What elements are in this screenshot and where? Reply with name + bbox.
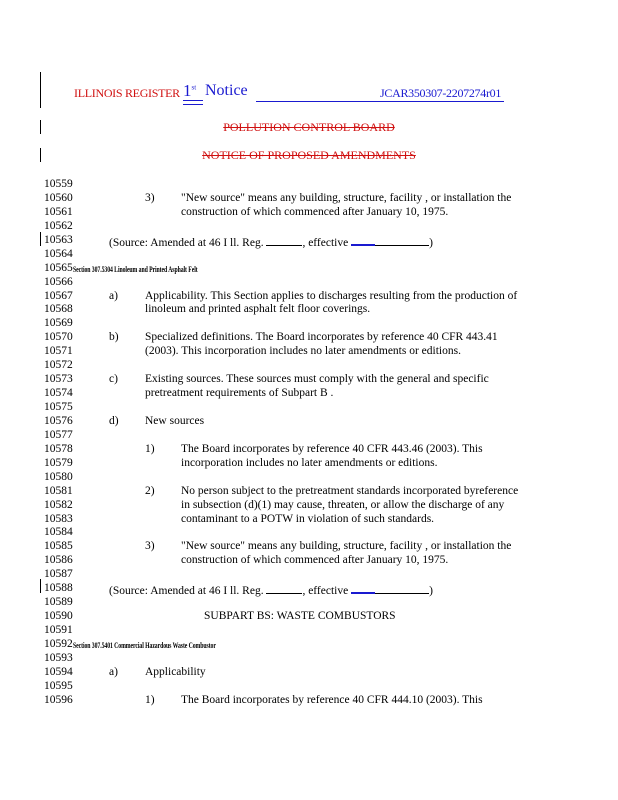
document-line [44,554,604,568]
document-line [44,499,604,513]
line-number: 10567 [44,289,73,302]
document-line [44,638,604,652]
document-line [44,248,604,262]
line-text: No person subject to the pretreatment standards incorporated byreference [181,484,519,497]
source-note-effective: , effective [302,585,352,598]
document-line [44,429,604,443]
register-title: ILLINOIS REGISTER [74,86,180,100]
line-number: 10589 [44,596,73,609]
line-text: incorporation includes no later amendments or editions. [181,456,438,469]
source-note-text: (Source: Amended at 46 I ll. Reg. [109,236,267,249]
line-text: Existing sources. These sources must comply with the general and specific [145,373,489,386]
change-bar [40,232,41,246]
document-line [44,526,604,540]
document-line [44,568,604,582]
line-text: New sources [145,414,205,427]
item-label: 1) [145,693,155,706]
document-line [44,513,604,527]
register-blank [266,235,302,246]
document-line [44,485,604,499]
line-number: 10570 [44,331,73,344]
item-label: 2) [145,484,155,497]
line-number: 10559 [44,178,73,190]
line-number: 10575 [44,401,73,413]
document-line [44,387,604,401]
line-text: (2003). This incorporation includes no later amendments or editions. [145,345,461,358]
line-number: 10561 [44,205,73,218]
document-line [44,276,604,290]
effective-blank-inserted [351,582,375,594]
line-number: 10590 [44,610,73,623]
document-line [44,596,604,610]
line-number: 10586 [44,554,73,567]
change-bar [40,72,41,108]
line-number: 10578 [44,442,73,455]
line-text: in subsection (d)(1) may cause, threaten, or allow the discharge of any [181,498,505,511]
line-number: 10560 [44,191,73,204]
line-text: linoleum and printed asphalt felt floor coverings. [145,303,371,316]
document-line [44,457,604,471]
line-number: 10573 [44,373,73,386]
notice-label: Notice [205,82,248,99]
item-label: a) [109,665,118,678]
source-note-close: ) [429,236,433,249]
notice-type: NOTICE OF PROPOSED AMENDMENTS [202,148,416,162]
document-line [44,540,604,554]
line-number: 10592 [44,637,73,650]
line-number: 10593 [44,651,73,664]
line-number: 10583 [44,512,73,525]
change-bar [40,579,41,593]
source-note-text: (Source: Amended at 46 I ll. Reg. [109,585,267,598]
header-rule [256,101,504,102]
document-line [44,694,604,708]
line-number: 10584 [44,526,73,539]
document-line [44,317,604,331]
section-heading: Section 307.5304 Linoleum and Printed Asphalt Felt [73,264,198,274]
line-number: 10564 [44,247,73,260]
line-number: 10596 [44,693,73,706]
item-label: c) [109,373,118,386]
document-line [44,624,604,638]
document-line [44,359,604,373]
subpart-heading: SUBPART BS: WASTE COMBUSTORS [204,610,396,623]
item-label: 1) [145,442,155,455]
line-number: 10568 [44,303,73,316]
document-line [44,401,604,415]
item-label: d) [109,414,119,427]
line-text: construction of which commenced after January 10, 1975. [181,554,449,567]
line-number: 10582 [44,498,73,511]
effective-blank [375,583,429,594]
double-underline-mark [183,100,203,105]
page-number-marker [183,81,196,101]
line-text: The Board incorporates by reference 40 CFR 443.46 (2003). This [181,442,483,455]
document-line [44,443,604,457]
document-id: JCAR350307-2207274r01 [380,86,502,100]
page-number: 1 [183,81,192,100]
line-number: 10577 [44,428,73,441]
document-line [44,206,604,220]
line-number: 10576 [44,414,73,427]
item-label: 3) [145,540,155,553]
document-line [44,345,604,359]
line-text: "New source" means any building, structure, facility , or installation the [181,540,512,553]
agency-title: POLLUTION CONTROL BOARD [223,120,395,134]
line-number: 10562 [44,219,73,232]
line-number: 10563 [44,233,73,246]
document-line [44,666,604,680]
line-number: 10585 [44,540,73,553]
line-text: Applicability. This Section applies to discharges resulting from the production of [145,289,518,302]
line-text: construction of which commenced after January 10, 1975. [181,205,449,218]
register-blank [266,583,302,594]
source-note-effective: , effective [302,236,352,249]
document-line [44,234,604,248]
line-number: 10571 [44,345,73,358]
section-heading: Section 307.5401 Commercial Hazardous Waste Combustor [73,640,216,650]
document-body [44,178,604,708]
document-line [44,303,604,317]
effective-blank-inserted [351,234,375,246]
line-text: pretreatment requirements of Subpart B . [145,387,334,400]
document-line [44,610,604,624]
document-line [44,582,604,596]
document-line [44,220,604,234]
line-number: 10588 [44,582,73,595]
line-number: 10579 [44,456,73,469]
line-text: "New source" means any building, structure, facility , or installation the [181,191,512,204]
source-note-close: ) [429,585,433,598]
page-number-superscript: st [191,83,197,92]
document-line [44,471,604,485]
line-text: Specialized definitions. The Board incorporates by reference 40 CFR 443.41 [145,331,498,344]
line-number: 10581 [44,484,73,497]
document-line [44,373,604,387]
line-number: 10574 [44,387,73,400]
item-label: b) [109,331,119,344]
line-number: 10566 [44,275,73,288]
line-number: 10594 [44,665,73,678]
line-number: 10572 [44,359,73,372]
line-number: 10565 [44,261,73,274]
document-line [44,262,604,276]
document-line [44,680,604,694]
line-number: 10580 [44,470,73,483]
document-line [44,192,604,206]
line-number: 10587 [44,568,73,581]
line-number: 10595 [44,679,73,692]
effective-blank [375,235,429,246]
line-number: 10591 [44,624,73,636]
document-line [44,178,604,192]
line-text: Applicability [145,665,206,678]
item-label: 3) [145,191,155,204]
document-line [44,290,604,304]
document-line [44,331,604,345]
item-label: a) [109,289,118,302]
document-line [44,415,604,429]
line-text: contaminant to a POTW in violation of such standards. [181,512,435,525]
document-line [44,652,604,666]
line-text: The Board incorporates by reference 40 CFR 444.10 (2003). This [181,693,483,706]
line-number: 10569 [44,317,73,330]
